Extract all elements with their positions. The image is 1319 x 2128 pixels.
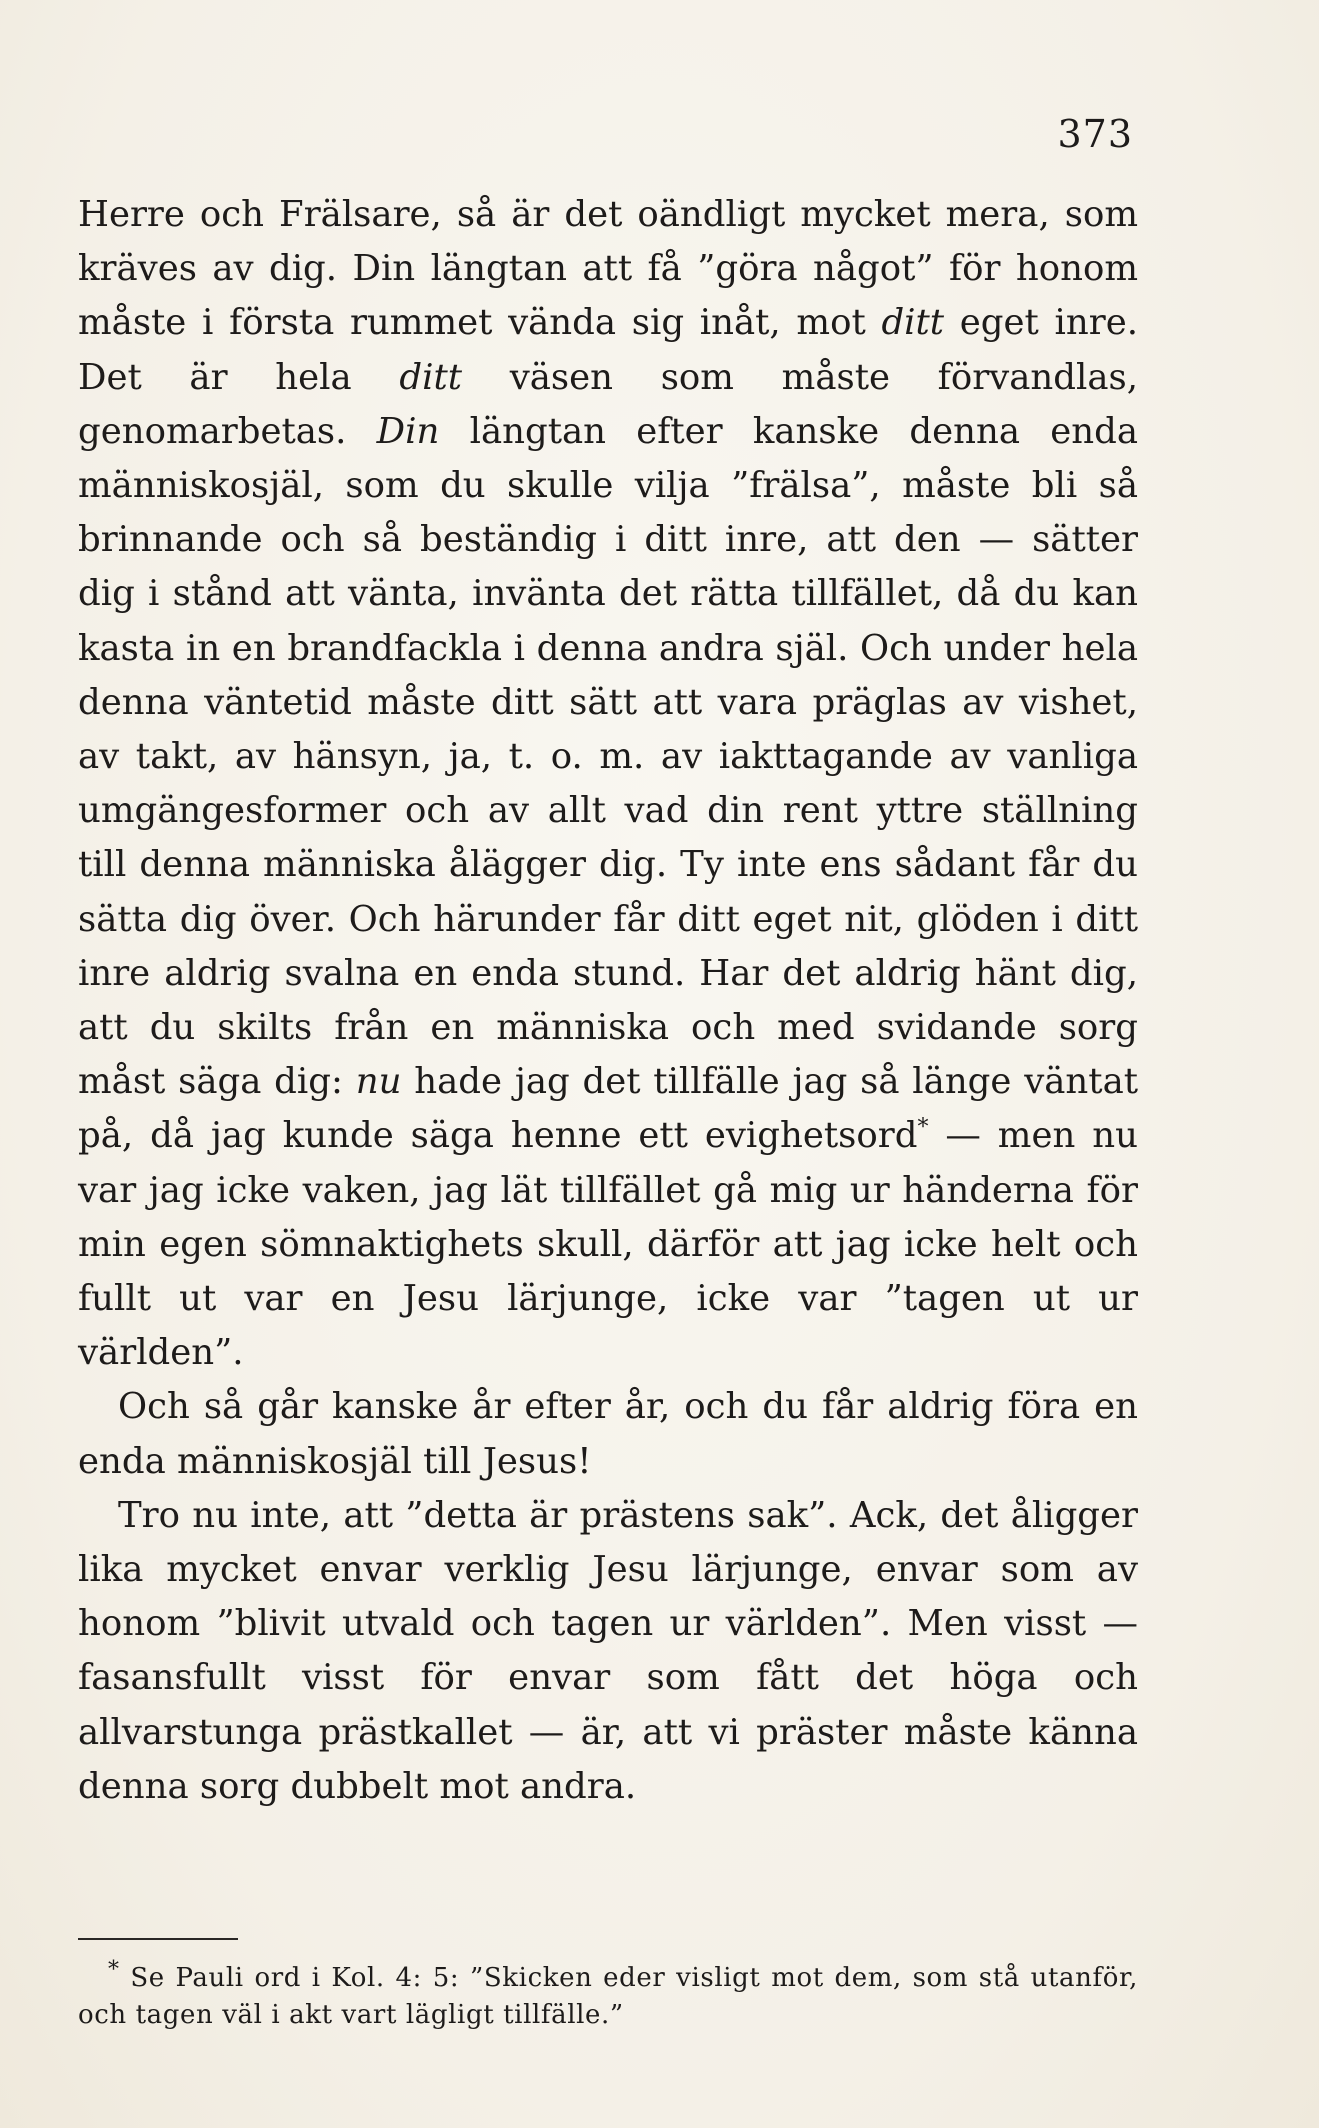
italic-word: Din <box>376 410 440 452</box>
italic-word: ditt <box>399 356 462 398</box>
italic-word: ditt <box>881 302 945 344</box>
text-segment: Herre och Frälsare, så är det oändligt mycket mera, som kräves av dig. Din längtan att få ”göra något” för honom måste i första rummet vända sig inåt, mot <box>78 194 1138 344</box>
text-segment: Tro nu inte, att ”detta är prästens sak”. Ack, det åligger lika mycket envar verklig Jesu lärjunge, envar som av honom ”blivit utvald och tagen ur världen”. Men visst — fasansfullt visst för envar som fått det höga och allvarstunga prästkallet — är, att vi präster måste känna denna sorg dubbelt mot andra. <box>78 1494 1138 1807</box>
italic-word: nu <box>355 1061 402 1103</box>
footnote-marker: * <box>108 1957 120 1983</box>
footnote-text: Se Pauli ord i Kol. 4: 5: ”Skicken eder visligt mot dem, som stå utanför, och tagen väl i akt vart lägligt tillfälle.” <box>78 1963 1138 2030</box>
footnote-divider <box>78 1938 238 1940</box>
footnote <box>78 1957 1138 2034</box>
paragraph-2 <box>78 1380 1138 1488</box>
page-number: 373 <box>1057 112 1133 156</box>
body-text <box>78 188 1138 1814</box>
text-segment: längtan efter kanske denna enda människosjäl, som du skulle vilja ”frälsa”, måste bli så brinnande och så beständig i ditt inre, att den — sätter dig i stånd att vänta, invänta det rätta tillfället, då du kan kasta in en brandfackla i denna andra själ. Och under hela denna väntetid måste ditt sätt att vara präglas av vishet, av takt, av hänsyn, ja, t. o. m. av iakttagande av vanliga umgängesformer och av allt vad din rent yttre ställning till denna människa ålägger dig. Ty inte ens sådant får du sätta dig över. Och härunder får ditt eget nit, glöden i ditt inre aldrig svalna en enda stund. Har det aldrig hänt dig, att du skilts från en människa och med svidande sorg måst säga dig: <box>78 410 1138 1103</box>
paragraph-3 <box>78 1489 1138 1814</box>
text-segment: Och så går kanske år efter år, och du får aldrig föra en enda människosjäl till Jesus! <box>78 1386 1138 1482</box>
text-segment: väsen som måste förvandlas, genomarbetas. <box>78 356 1138 452</box>
text-segment: eget inre. Det är hela <box>78 302 1138 398</box>
paragraph-1 <box>78 188 1138 1380</box>
text-segment: hade jag det tillfälle jag så länge väntat på, då jag kunde säga henne ett evighetsord <box>78 1061 1138 1157</box>
footnote-reference: * <box>917 1115 929 1141</box>
text-segment: — men nu var jag icke vaken, jag lät tillfället gå mig ur händerna för min egen sömnaktighets skull, därför att jag icke helt och fullt ut var en Jesu lärjunge, icke var ”tagen ut ur världen”. <box>78 1115 1138 1374</box>
